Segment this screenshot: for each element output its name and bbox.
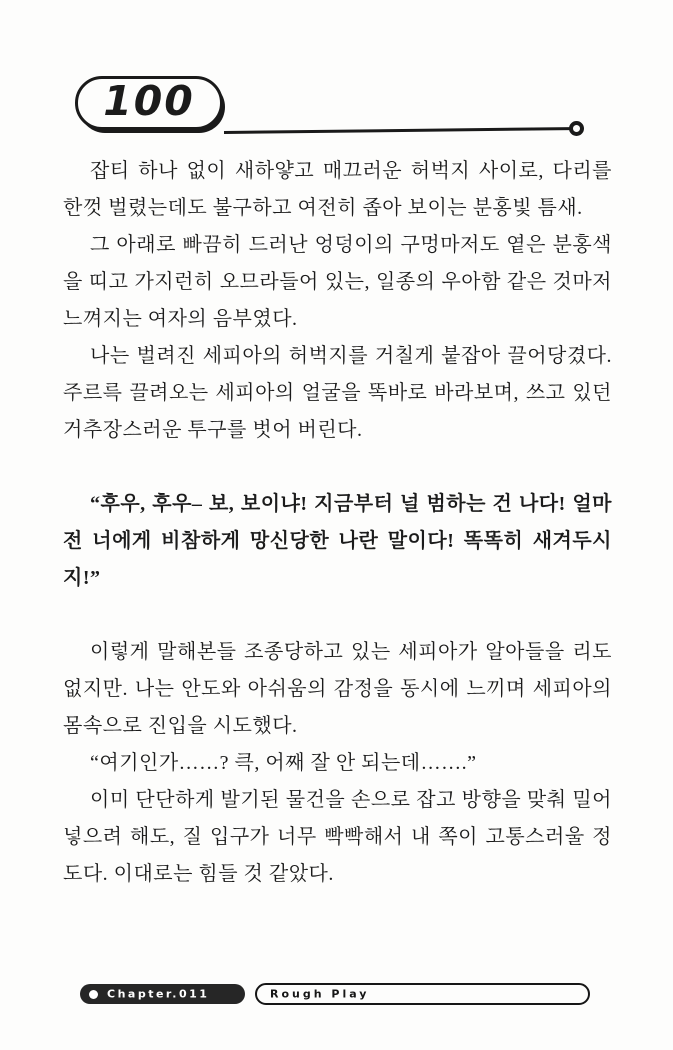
body-paragraph: 잡티 하나 없이 새하얗고 매끄러운 허벅지 사이로, 다리를 한껏 벌렸는데도 불구하고 여전히 좁아 보이는 분홍빛 틈새. — [63, 160, 612, 219]
header-rule — [224, 127, 570, 134]
chapter-label: Chapter.011 — [107, 987, 210, 1000]
body-paragraph: 이미 단단하게 발기된 물건을 손으로 잡고 방향을 맞춰 밀어 넣으려 해도, 질 입구가 너무 빡빡해서 내 쪽이 고통스러울 정도다. 이대로는 힘들 것 같았다. — [63, 789, 612, 885]
page-number: 100 — [103, 76, 195, 125]
page-footer — [0, 978, 673, 1018]
chapter-title-label: Rough Play — [270, 987, 370, 1000]
chapter-badge — [80, 984, 245, 1004]
body-paragraph: 이렇게 말해본들 조종당하고 있는 세피아가 알아들을 리도 없지만. 나는 안도와 아쉬움의 감정을 동시에 느끼며 세피아의 몸속으로 진입을 시도했다. — [63, 641, 612, 737]
page-text — [63, 153, 612, 893]
dialogue-paragraph: “후우, 후우– 보, 보이냐! 지금부터 널 범하는 건 나다! 얼마 전 너에게 비참하게 망신당한 나란 말이다! 똑똑히 새겨두시지!” — [63, 493, 612, 589]
chapter-bullet-icon — [89, 990, 98, 999]
body-paragraph: 그 아래로 빠끔히 드러난 엉덩이의 구멍마저도 옅은 분홍색을 띠고 가지런히 오므라들어 있는, 일종의 우아함 같은 것마저 느껴지는 여자의 음부였다. — [63, 234, 612, 330]
body-paragraph: 나는 벌려진 세피아의 허벅지를 거칠게 붙잡아 끌어당겼다. 주르륵 끌려오는 세피아의 얼굴을 똑바로 바라보며, 쓰고 있던 거추장스러운 투구를 벗어 버린다. — [63, 345, 612, 441]
page-header — [0, 0, 673, 150]
chapter-title-badge — [255, 983, 590, 1005]
body-paragraph: “여기인가……? 큭, 어째 잘 안 되는데…….” — [90, 752, 477, 774]
page-number-badge — [75, 76, 223, 130]
line-end-ring-icon — [569, 121, 584, 136]
